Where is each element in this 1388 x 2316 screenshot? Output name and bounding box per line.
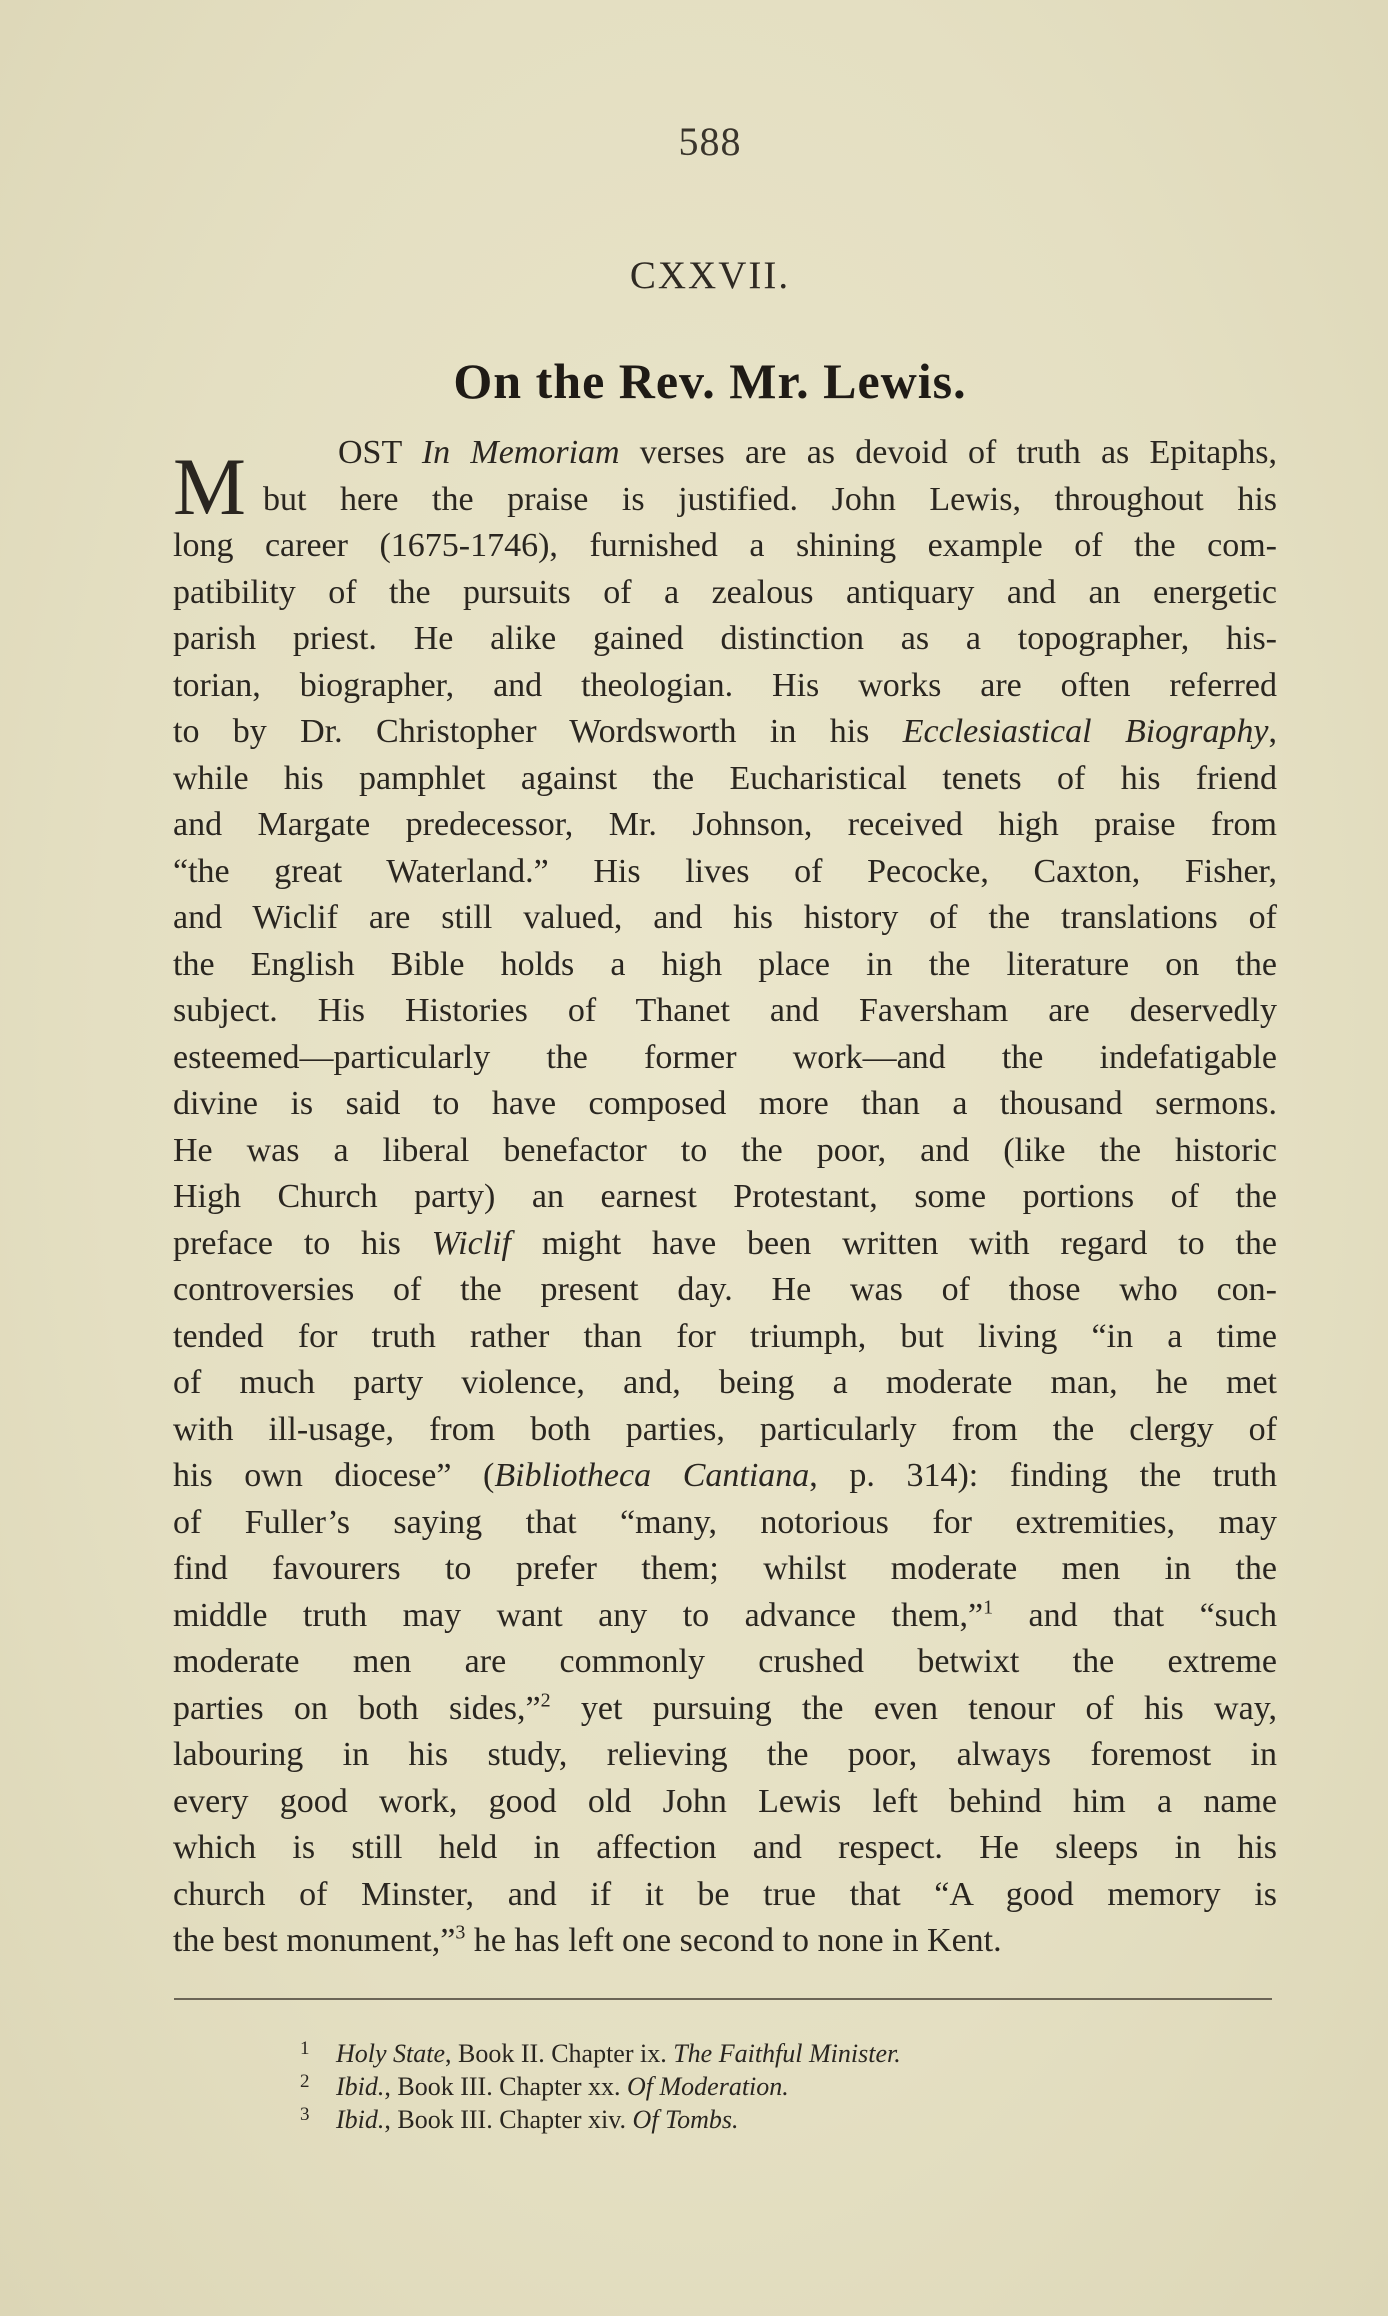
drop-cap: M (173, 441, 246, 532)
footnote-marker: 2 (540, 1689, 551, 1712)
text-line: labouring in his study, relieving the poor, always foremost in (173, 1736, 1277, 1773)
text-line: torian, biographer, and theologian. His works are often referred (173, 666, 1277, 704)
text-line: while his pamphlet against the Eucharistical tenets of his friend (173, 759, 1277, 797)
text-line: long career (1675-1746), furnished a shining example of the com- (173, 527, 1277, 564)
text-line: controversies of the present day. He was of those who con- (173, 1271, 1277, 1308)
text-line: with ill-usage, from both parties, particularly from the clergy of (173, 1410, 1277, 1448)
text-line: the best monument,”$^3$ he has left one second to none in Kent. (173, 1921, 1002, 1959)
text-line: and Margate predecessor, Mr. Johnson, received high praise from (173, 806, 1277, 843)
text-line: every good work, good old John Lewis left behind him a name (173, 1782, 1277, 1820)
page-number: 588 (678, 119, 742, 164)
text-line: middle truth may want any to advance them,”$^1$ and that “such (173, 1596, 1277, 1634)
text-line: moderate men are commonly crushed betwixt the extreme (173, 1643, 1277, 1680)
body-text (173, 430, 1277, 1965)
text-line: of Fuller’s saying that “many, notorious for extremities, may (173, 1503, 1277, 1541)
footnote-marker: 1 (983, 1596, 994, 1619)
text-line: his own diocese” (Bibliotheca Cantiana, p. 314): finding the truth (173, 1457, 1277, 1494)
text-line: parties on both sides,”$^2$ yet pursuing the even tenour of his way, (173, 1689, 1277, 1727)
text-line: subject. His Histories of Thanet and Faversham are deservedly (173, 992, 1277, 1029)
text-line: find favourers to prefer them; whilst moderate men in the (173, 1550, 1277, 1587)
text-line: esteemed—particularly the former work—and the indefatigable (173, 1038, 1277, 1076)
text-line: which is still held in affection and respect. He sleeps in his (173, 1829, 1277, 1866)
footnote-rule (174, 1998, 1272, 2000)
footnotes (300, 2032, 1200, 2134)
text-line: preface to his Wiclif might have been written with regard to the (173, 1224, 1278, 1262)
footnote: 3 Ibid., Book III. Chapter xiv. Of Tombs. (300, 2098, 1200, 2131)
section-number: CXXVII. (629, 254, 791, 297)
text-line: of much party violence, and, being a moderate man, he met (173, 1364, 1277, 1401)
text-line: tended for truth rather than for triumph, but living “in a time (173, 1317, 1277, 1355)
text-line: but here the praise is justified. John Lewis, throughout his (263, 480, 1277, 518)
text-line: the English Bible holds a high place in the literature on the (173, 945, 1277, 983)
text-line: to by Dr. Christopher Wordsworth in his Ecclesiastical Biography, (173, 713, 1277, 750)
text-line: divine is said to have composed more than a thousand sermons. (173, 1085, 1277, 1122)
text-line: church of Minster, and if it be true that “A good memory is (173, 1875, 1277, 1913)
footnote-number: 3 (300, 2104, 310, 2125)
text-line: parish priest. He alike gained distinction as a topographer, his- (173, 620, 1277, 657)
poem-title: On the Rev. Mr. Lewis. (453, 353, 967, 409)
footnote-number: 1 (300, 2038, 310, 2059)
footnote-marker: 3 (455, 1921, 466, 1944)
text-line: and Wiclif are still valued, and his history of the translations of (173, 899, 1277, 936)
text-line: patibility of the pursuits of a zealous antiquary and an energetic (173, 573, 1277, 611)
text-line: High Church party) an earnest Protestant, some portions of the (173, 1178, 1277, 1215)
footnote: 1 Holy State, Book II. Chapter ix. The Faithful Minister. (300, 2032, 1200, 2065)
footnote-number: 2 (300, 2071, 310, 2092)
text-line: He was a liberal benefactor to the poor, and (like the historic (173, 1131, 1277, 1169)
footnote: 2 Ibid., Book III. Chapter xx. Of Moderation. (300, 2065, 1200, 2098)
text-line: “the great Waterland.” His lives of Pecocke, Caxton, Fisher, (173, 852, 1277, 890)
text-line: OST In Memoriam verses are as devoid of truth as Epitaphs, (338, 434, 1277, 471)
